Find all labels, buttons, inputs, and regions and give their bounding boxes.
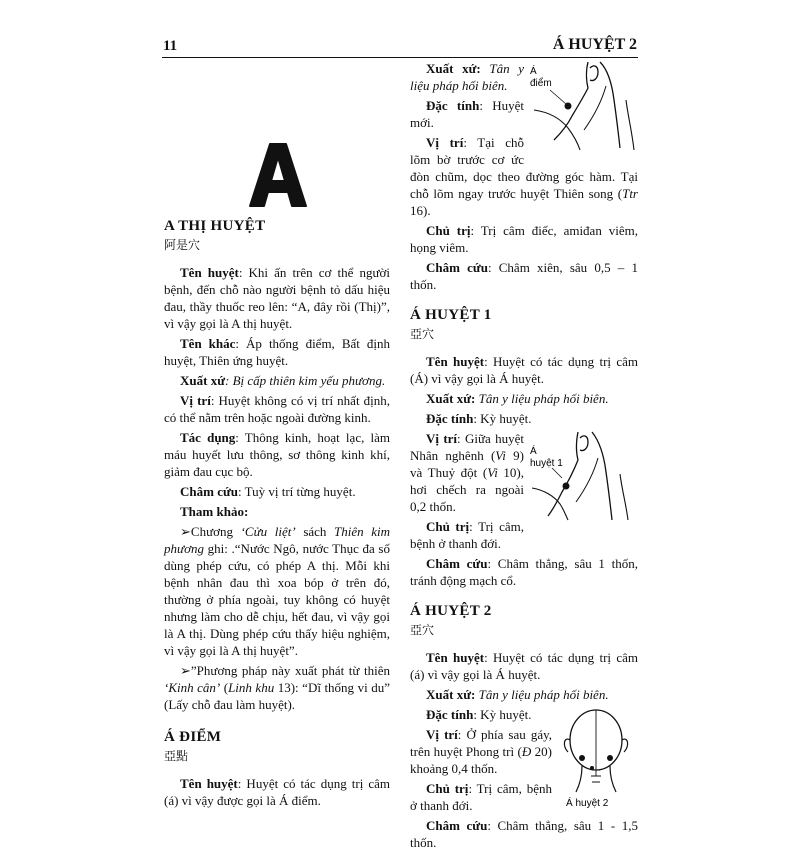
entry-hanzi: 亞穴 xyxy=(410,327,435,341)
right-column xyxy=(410,60,638,854)
paragraph-cham-cuu: Châm cứu: Châm thẳng, sâu 1 - 1,5 thốn. xyxy=(410,818,638,850)
paragraph-chu-tri: Chủ trị: Trị câm điếc, amiđan viêm, họng viêm. xyxy=(410,223,638,255)
big-letter-a-icon xyxy=(248,142,308,208)
entry-hanzi: 亞穴 xyxy=(410,623,435,637)
paragraph-tham-khao: Tham khảo: xyxy=(180,504,249,519)
paragraph-cham-cuu: Châm cứu: Châm thẳng, sâu 1 thốn, tránh động mạch cổ. xyxy=(410,556,638,588)
paragraph-ten-huyet: Tên huyệt: Huyệt có tác dụng trị câm (Á) vì vậy gọi là Á huyệt. xyxy=(410,354,638,386)
paragraph-ten-huyet: Tên huyệt: Huyệt có tác dụng trị câm (á) vì vậy được gọi là Á điểm. xyxy=(164,776,391,808)
head-back-illustration xyxy=(556,706,638,810)
paragraph-dac-tinh: Đặc tính: Kỳ huyệt. xyxy=(426,707,532,722)
figure-a-huyet-1 xyxy=(528,430,638,522)
paragraph-reference-2: ➢”Phương pháp này xuất phát từ thiên ‘Kinh cân’ (Linh khu 13): “Dĩ thống vi du” (Lấy chỗ đau làm huyệt). xyxy=(164,663,390,712)
paragraph-dac-tinh: Đặc tính: Kỳ huyệt. xyxy=(426,411,532,426)
entry-title-a-thi-huyet: A THỊ HUYỆT xyxy=(164,218,266,234)
paragraph-vi-tri: Vị trí: Huyệt không có vị trí nhất định, có thể nằm trên hoặc ngoài đường kinh. xyxy=(164,393,391,425)
left-column xyxy=(164,60,390,812)
paragraph-chu-tri: Chủ trị: Trị câm, bệnh ở thanh đới. xyxy=(410,519,524,551)
paragraph-tac-dung: Tác dụng: Thông kinh, hoạt lạc, làm máu huyết lưu thông, sơ thông kinh khí, giảm đau cục bộ. xyxy=(164,430,390,479)
figure-label: Á xyxy=(530,446,537,457)
paragraph-ten-khac: Tên khác: Áp thống điểm, Bất định huyệt, Thiên ứng huyệt. xyxy=(164,336,390,368)
paragraph-chu-tri: Chủ trị: Trị câm, bệnh ở thanh đới. xyxy=(410,781,553,813)
paragraph-cham-cuu: Châm cứu: Châm xiên, sâu 0,5 – 1 thốn. xyxy=(410,260,638,292)
figure-a-huyet-2 xyxy=(556,706,638,810)
entry-hanzi: 亞點 xyxy=(164,749,189,763)
paragraph-reference-1: ➢Chương ‘Cửu liệt’ sách Thiên kim phương ghi: .“Nước Ngô, nước Thục đa số dùng phép cứu, có phép A thị. Mỗi khi bệnh nhân đau thì xoa bóp ở trên đó, thường ở phía ngoài, tuy không có huyệt nhưng làm cho dễ chịu, hết đau, vì vậy gọi là A thị. Dùng phép cứu thấy hiệu nghiệm, vì vậy gọi là A thị huyệt”. xyxy=(164,524,390,658)
entry-hanzi: 阿是穴 xyxy=(164,238,201,252)
paragraph-cham-cuu: Châm cứu: Tuỳ vị trí từng huyệt. xyxy=(180,484,356,499)
figure-label: Á xyxy=(530,66,537,77)
entry-title-a-diem: Á ĐIỂM xyxy=(164,729,222,745)
figure-label: điểm xyxy=(530,78,552,89)
paragraph-xuat-xu: Xuất xứ: Bị cấp thiên kim yếu phương. xyxy=(180,373,386,388)
entry-title-a-huyet-2: Á HUYỆT 2 xyxy=(410,603,492,619)
section-letter xyxy=(164,60,390,210)
paragraph-vi-tri: Vị trí: Tại chỗ lõm bờ trước cơ ức đòn chũm, dọc theo đường góc hàm. Tại chỗ lõm ngay trước huyệt Thiên song (Ttr 16). xyxy=(410,135,638,218)
running-title: Á HUYỆT 2 xyxy=(552,36,637,53)
header-rule xyxy=(162,57,638,58)
paragraph-xuat-xu: Xuất xứ: Tân y liệu pháp hối biên. xyxy=(426,687,609,702)
paragraph-ten-huyet: Tên huyệt: Huyệt có tác dụng trị câm (á) vì vậy gọi là Á huyệt. xyxy=(410,650,638,682)
paragraph-vi-tri: Vị trí: Giữa huyệt Nhân nghênh (Vi 9) và Thuỷ đột (Vi 10), hơi chếch ra ngoài 0,2 thốn. xyxy=(410,431,525,514)
paragraph-xuat-xu: Xuất xứ: Tân y liệu pháp hối biên. xyxy=(426,391,609,406)
paragraph-xuat-xu: Xuất xứ: Tân y liệu pháp hối biên. xyxy=(410,61,524,93)
neck-profile-illustration xyxy=(528,430,638,522)
paragraph-ten-huyet: Tên huyệt: Khi ấn trên cơ thể người bệnh, đến chỗ nào người bệnh tỏ dấu hiệu đau, thầy thuốc reo lên: “A, đây rồi (Thị)”, vì vậy gọi là A thị huyệt. xyxy=(164,265,391,331)
paragraph-vi-tri: Vị trí: Ở phía sau gáy, trên huyệt Phong trì (Đ 20) khoảng 0,4 thốn. xyxy=(410,727,552,776)
figure-label: Á huyệt 2 xyxy=(566,798,609,809)
neck-profile-illustration xyxy=(528,60,638,152)
figure-a-diem xyxy=(528,60,638,152)
figure-label: huyệt 1 xyxy=(530,458,563,469)
page-number: 11 xyxy=(163,38,178,54)
entry-title-a-huyet-1: Á HUYỆT 1 xyxy=(410,307,492,323)
paragraph-dac-tinh: Đặc tính: Huyệt mới. xyxy=(410,98,524,130)
